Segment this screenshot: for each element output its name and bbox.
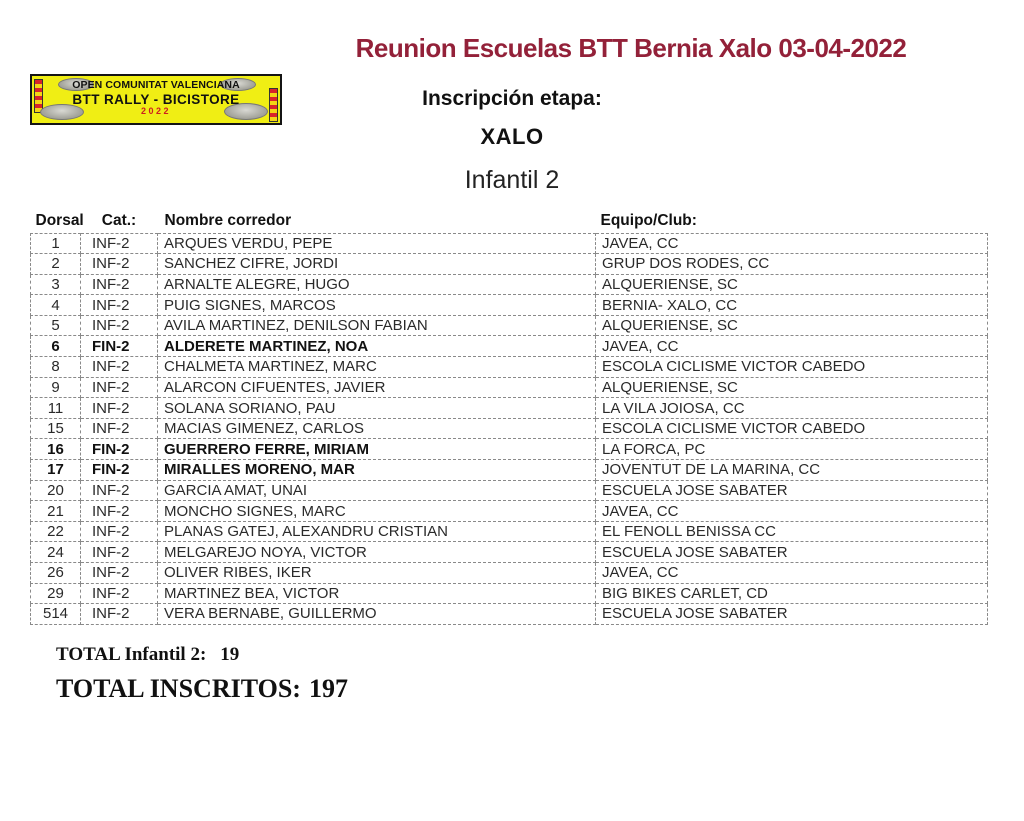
table-row — [31, 583, 988, 604]
cell-cat: INF-2 — [81, 254, 158, 275]
riders-table — [30, 209, 988, 625]
cell-equipo: JAVEA, CC — [596, 563, 988, 584]
table-row — [31, 604, 988, 625]
cell-nombre: AVILA MARTINEZ, DENILSON FABIAN — [158, 315, 596, 336]
page-title: Reunion Escuelas BTT Bernia Xalo 03-04-2022 — [355, 33, 907, 63]
cell-equipo: LA FORCA, PC — [596, 439, 988, 460]
category-total — [56, 644, 239, 666]
cell-dorsal: 16 — [31, 439, 81, 460]
cell-dorsal: 29 — [31, 583, 81, 604]
riders-table-header — [31, 209, 988, 233]
category-total-label: TOTAL Infantil 2: — [56, 644, 207, 665]
category-heading: Infantil 2 — [464, 166, 560, 194]
table-row — [31, 377, 988, 398]
grand-total — [56, 674, 348, 704]
cell-nombre: SANCHEZ CIFRE, JORDI — [158, 254, 596, 275]
cell-cat: INF-2 — [81, 542, 158, 563]
logo-line2: BTT RALLY - BICISTORE — [72, 92, 240, 107]
cell-dorsal: 9 — [31, 377, 81, 398]
cell-equipo: GRUP DOS RODES, CC — [596, 254, 988, 275]
cell-dorsal: 5 — [31, 315, 81, 336]
cell-nombre: ALDERETE MARTINEZ, NOA — [158, 336, 596, 357]
table-row — [31, 418, 988, 439]
cell-nombre: PLANAS GATEJ, ALEXANDRU CRISTIAN — [158, 521, 596, 542]
cell-nombre: OLIVER RIBES, IKER — [158, 563, 596, 584]
category-total-value: 19 — [220, 644, 240, 665]
cell-nombre: MIRALLES MORENO, MAR — [158, 460, 596, 481]
table-row — [31, 521, 988, 542]
table-row — [31, 480, 988, 501]
cell-dorsal: 8 — [31, 357, 81, 378]
table-row — [31, 254, 988, 275]
cell-dorsal: 21 — [31, 501, 81, 522]
cell-equipo: ALQUERIENSE, SC — [596, 377, 988, 398]
cell-equipo: ESCOLA CICLISME VICTOR CABEDO — [596, 418, 988, 439]
table-row — [31, 295, 988, 316]
cell-nombre: MACIAS GIMENEZ, CARLOS — [158, 418, 596, 439]
col-header-dorsal: Dorsal — [35, 211, 84, 229]
cell-nombre: ARNALTE ALEGRE, HUGO — [158, 274, 596, 295]
stage-name: XALO — [480, 124, 544, 149]
cell-nombre: SOLANA SORIANO, PAU — [158, 398, 596, 419]
cell-dorsal: 2 — [31, 254, 81, 275]
table-row — [31, 274, 988, 295]
cell-cat: INF-2 — [81, 480, 158, 501]
table-row — [31, 233, 988, 254]
header-row — [31, 209, 988, 233]
cell-nombre: ARQUES VERDU, PEPE — [158, 233, 596, 254]
cell-dorsal: 6 — [31, 336, 81, 357]
cell-equipo: JAVEA, CC — [596, 233, 988, 254]
cell-nombre: MONCHO SIGNES, MARC — [158, 501, 596, 522]
table-row — [31, 336, 988, 357]
table-row — [31, 542, 988, 563]
cell-cat: INF-2 — [81, 315, 158, 336]
cell-dorsal: 22 — [31, 521, 81, 542]
cell-equipo: BIG BIKES CARLET, CD — [596, 583, 988, 604]
cell-cat: FIN-2 — [81, 336, 158, 357]
cell-equipo: ALQUERIENSE, SC — [596, 315, 988, 336]
cell-dorsal: 15 — [31, 418, 81, 439]
table-row — [31, 315, 988, 336]
grand-total-label: TOTAL INSCRITOS: — [56, 674, 301, 703]
cell-cat: FIN-2 — [81, 460, 158, 481]
logo-year: 2022 — [140, 106, 172, 116]
cell-nombre: ALARCON CIFUENTES, JAVIER — [158, 377, 596, 398]
col-header-cat: Cat.: — [101, 211, 137, 229]
cell-cat: INF-2 — [81, 563, 158, 584]
table-row — [31, 460, 988, 481]
cell-equipo: BERNIA- XALO, CC — [596, 295, 988, 316]
cell-equipo: JAVEA, CC — [596, 336, 988, 357]
cell-equipo: JAVEA, CC — [596, 501, 988, 522]
cell-nombre: MARTINEZ BEA, VICTOR — [158, 583, 596, 604]
cell-cat: INF-2 — [81, 398, 158, 419]
col-header-equipo: Equipo/Club: — [600, 211, 697, 229]
cell-dorsal: 4 — [31, 295, 81, 316]
cell-cat: INF-2 — [81, 583, 158, 604]
cell-dorsal: 24 — [31, 542, 81, 563]
cell-dorsal: 514 — [31, 604, 81, 625]
cell-equipo: ESCUELA JOSE SABATER — [596, 480, 988, 501]
cell-nombre: MELGAREJO NOYA, VICTOR — [158, 542, 596, 563]
grand-total-value: 197 — [308, 674, 348, 703]
cell-nombre: PUIG SIGNES, MARCOS — [158, 295, 596, 316]
cell-cat: FIN-2 — [81, 439, 158, 460]
logo-line1: OPEN COMUNITAT VALENCIANA — [72, 79, 240, 91]
cell-dorsal: 20 — [31, 480, 81, 501]
cell-cat: INF-2 — [81, 357, 158, 378]
cell-equipo: LA VILA JOIOSA, CC — [596, 398, 988, 419]
cell-cat: INF-2 — [81, 418, 158, 439]
cell-nombre: GUERRERO FERRE, MIRIAM — [158, 439, 596, 460]
cell-equipo: ESCUELA JOSE SABATER — [596, 542, 988, 563]
stage-heading: Inscripción etapa: — [422, 87, 602, 110]
cell-equipo: ESCUELA JOSE SABATER — [596, 604, 988, 625]
cell-nombre: CHALMETA MARTINEZ, MARC — [158, 357, 596, 378]
table-row — [31, 501, 988, 522]
cell-equipo: ALQUERIENSE, SC — [596, 274, 988, 295]
cell-equipo: ESCOLA CICLISME VICTOR CABEDO — [596, 357, 988, 378]
cell-cat: INF-2 — [81, 501, 158, 522]
table-row — [31, 357, 988, 378]
cell-equipo: EL FENOLL BENISSA CC — [596, 521, 988, 542]
cell-cat: INF-2 — [81, 233, 158, 254]
cell-cat: INF-2 — [81, 274, 158, 295]
cell-equipo: JOVENTUT DE LA MARINA, CC — [596, 460, 988, 481]
cell-nombre: GARCIA AMAT, UNAI — [158, 480, 596, 501]
cell-dorsal: 17 — [31, 460, 81, 481]
table-row — [31, 398, 988, 419]
table-row — [31, 439, 988, 460]
table-row — [31, 563, 988, 584]
cell-dorsal: 26 — [31, 563, 81, 584]
riders-table-body — [31, 233, 988, 624]
cell-nombre: VERA BERNABE, GUILLERMO — [158, 604, 596, 625]
cell-dorsal: 3 — [31, 274, 81, 295]
cell-cat: INF-2 — [81, 377, 158, 398]
cell-dorsal: 11 — [31, 398, 81, 419]
cell-cat: INF-2 — [81, 295, 158, 316]
cell-cat: INF-2 — [81, 521, 158, 542]
cell-cat: INF-2 — [81, 604, 158, 625]
col-header-nombre: Nombre corredor — [164, 211, 292, 229]
cell-dorsal: 1 — [31, 233, 81, 254]
